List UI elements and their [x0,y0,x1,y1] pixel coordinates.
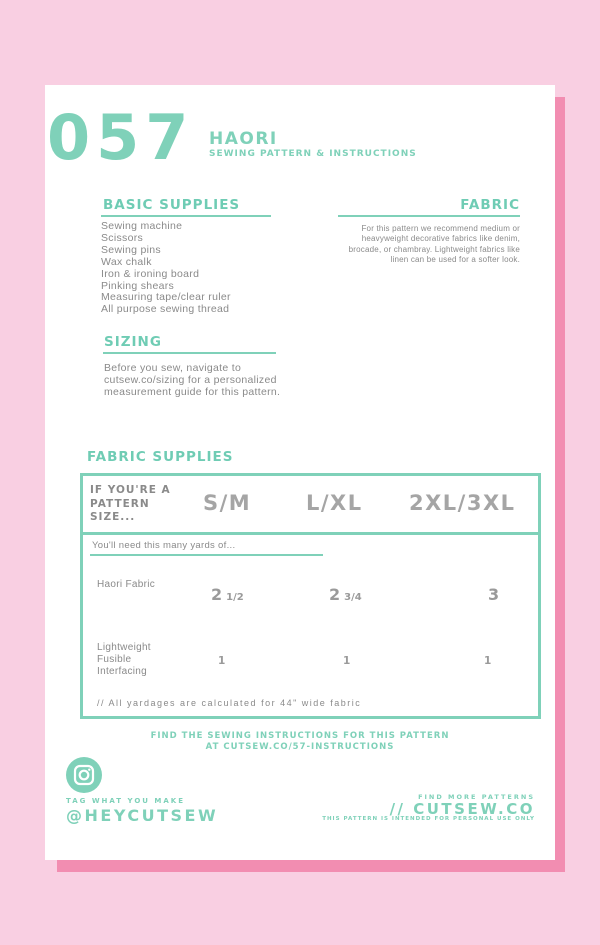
row-label-haori-fabric: Haori Fabric [97,579,156,590]
site-link[interactable]: // CUTSEW.CO [389,800,535,818]
fabric-rule [338,215,520,217]
yardage-note: // All yardages are calculated for 44" wide fabric [97,698,362,708]
table-cell: 2 3/4 [329,585,362,604]
list-item: Pinking shears [101,279,175,292]
size-header-2xl3xl: 2XL/3XL [409,491,516,515]
yards-rule [90,554,323,556]
sizing-rule [103,352,276,354]
tag-label: TAG WHAT YOU MAKE [66,797,185,805]
more-patterns-label: FIND MORE PATTERNS [418,793,535,801]
personal-use-note: THIS PATTERN IS INTENDED FOR PERSONAL USE ONLY [322,816,535,822]
list-item: Sewing pins [101,243,161,256]
basic-supplies-heading: BASIC SUPPLIES [103,197,241,213]
table-cell: 1 [484,655,492,667]
table-cell: 2 1/2 [211,585,244,604]
basic-supplies-rule [101,215,271,217]
fabric-heading: FABRIC [460,197,520,213]
instagram-handle[interactable]: @HEYCUTSEW [66,806,219,825]
size-header-lxl: L/XL [306,491,363,515]
pattern-sheet [45,85,555,860]
pattern-number: 057 [47,101,195,174]
fabric-description: For this pattern we recommend medium or heavyweight decorative fabrics like denim, brocade, or chambray. Lightweight fabrics like linen can be used for a softer look. [348,224,520,264]
list-item: Scissors [101,231,144,244]
yards-label: You'll need this many yards of... [92,540,236,551]
supplies-list [101,221,231,316]
size-prompt: IF YOU'RE A PATTERN SIZE... [90,484,171,523]
list-item: Iron & ironing board [101,267,200,280]
row-label-interfacing: Lightweight Fusible Interfacing [97,642,151,677]
table-header-divider [83,532,538,535]
table-cell: 1 [218,655,226,667]
sizing-heading: SIZING [104,334,162,350]
table-cell: 3 [488,585,500,604]
yardage-table [80,473,541,719]
instructions-line-2[interactable]: AT CUTSEW.CO/57-INSTRUCTIONS [205,742,395,752]
list-item: Sewing machine [101,220,183,232]
fabric-supplies-heading: FABRIC SUPPLIES [87,449,234,465]
list-item: All purpose sewing thread [101,303,230,316]
pattern-name: HAORI [209,129,278,149]
pattern-subtitle: SEWING PATTERN & INSTRUCTIONS [209,149,417,159]
list-item: Wax chalk [101,255,152,268]
table-cell: 1 [343,655,351,667]
instagram-icon[interactable] [66,757,102,793]
size-header-sm: S/M [203,491,252,515]
sizing-description: Before you sew, navigate to cutsew.co/sizing for a personalized measurement guide for this pattern. [104,362,281,398]
list-item: Measuring tape/clear ruler [101,291,231,304]
instructions-line-1: FIND THE SEWING INSTRUCTIONS FOR THIS PATTERN [150,731,450,741]
